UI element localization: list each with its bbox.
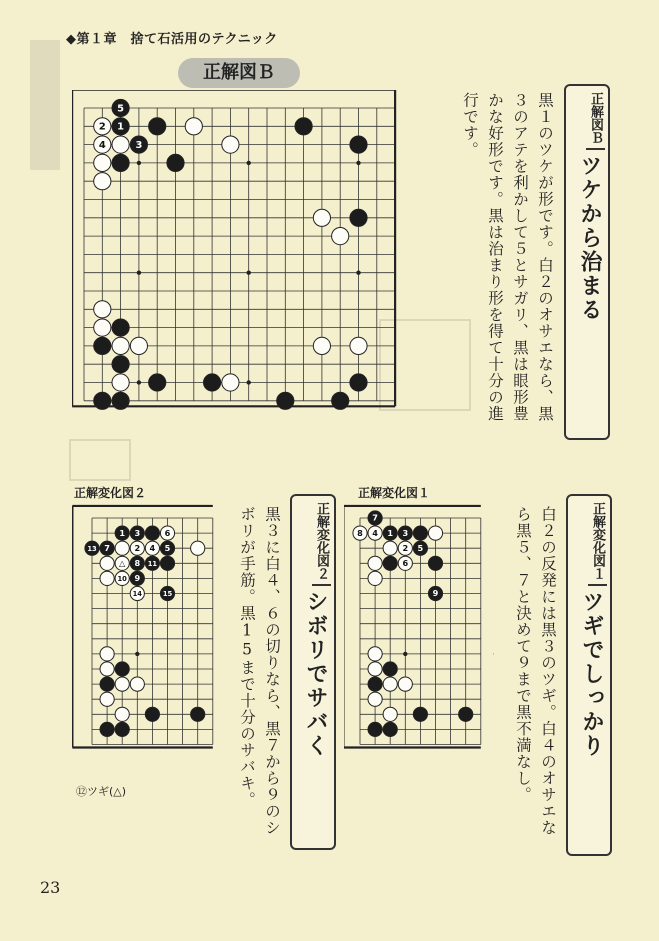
go-board-variation-1 — [344, 500, 494, 776]
white-stone — [185, 118, 202, 135]
move-number: 13 — [87, 544, 97, 553]
black-stone — [350, 136, 367, 153]
move-number: 7 — [104, 542, 110, 553]
white-stone — [100, 556, 114, 570]
move-number: 2 — [98, 121, 106, 133]
white-stone — [428, 526, 442, 540]
black-stone — [112, 319, 129, 336]
section-b-heading — [564, 84, 610, 440]
black-stone — [368, 722, 382, 736]
move-number: 4 — [149, 542, 156, 553]
white-stone — [368, 662, 382, 676]
white-stone — [100, 647, 114, 661]
move-number: 5 — [417, 542, 424, 553]
black-stone — [383, 722, 397, 736]
star-point — [356, 161, 360, 165]
variation-2-caption: 正解変化図２ — [74, 486, 147, 500]
black-stone — [191, 707, 205, 721]
star-point — [247, 161, 251, 165]
diagram-b-title: 正解図Ｂ — [178, 58, 300, 88]
section-2-text: 黒３に白４、６の切りなら、黒７から９のシボリが手筋。黒15まで十分のサバキ。 — [238, 506, 281, 836]
chapter-header: ◆第１章 捨て石活用のテクニック — [66, 32, 278, 47]
white-stone — [398, 677, 412, 691]
black-stone — [160, 556, 174, 570]
white-stone — [100, 692, 114, 706]
page-number: 23 — [40, 878, 61, 897]
white-stone — [112, 136, 129, 153]
move-number: △ — [119, 557, 126, 568]
black-stone — [203, 374, 220, 391]
section-2-label: 正解変化図２ — [312, 502, 331, 586]
white-stone — [368, 692, 382, 706]
move-number: 1 — [387, 527, 394, 538]
star-point — [137, 271, 141, 275]
star-point — [135, 652, 139, 656]
white-stone — [368, 647, 382, 661]
move-number: 8 — [134, 557, 141, 568]
move-number: 7 — [372, 512, 378, 523]
black-stone — [112, 154, 129, 171]
white-stone — [191, 541, 205, 555]
black-stone — [112, 356, 129, 373]
move-number: 9 — [134, 573, 141, 584]
move-number: 2 — [402, 542, 409, 553]
move-number: 1 — [119, 527, 126, 538]
black-stone — [383, 662, 397, 676]
white-stone — [130, 337, 147, 354]
star-point — [247, 380, 251, 384]
black-stone — [100, 722, 114, 736]
white-stone — [100, 662, 114, 676]
move-number: 3 — [135, 139, 143, 151]
star-point — [403, 652, 407, 656]
move-number: 6 — [164, 527, 171, 538]
black-stone — [350, 209, 367, 226]
white-stone — [94, 173, 111, 190]
black-stone — [94, 337, 111, 354]
star-point — [356, 271, 360, 275]
white-stone — [222, 374, 239, 391]
section-b-title: ツケから治まる — [577, 154, 602, 322]
black-stone — [332, 392, 349, 409]
white-stone — [383, 677, 397, 691]
black-stone — [145, 526, 159, 540]
section-b-label: 正解図Ｂ — [586, 92, 605, 150]
star-point — [137, 380, 141, 384]
white-stone — [313, 337, 330, 354]
white-stone — [130, 677, 144, 691]
black-stone — [145, 707, 159, 721]
move-number: 2 — [134, 542, 141, 553]
star-point — [137, 161, 141, 165]
white-stone — [368, 556, 382, 570]
white-stone — [222, 136, 239, 153]
move-number: 15 — [162, 590, 173, 599]
white-stone — [115, 707, 129, 721]
black-stone — [149, 374, 166, 391]
move-number: 8 — [357, 527, 363, 538]
move-number: 3 — [134, 527, 141, 538]
section-2-title: シボリでサバく — [303, 590, 328, 758]
white-stone — [383, 541, 397, 555]
black-stone — [368, 677, 382, 691]
black-stone — [277, 392, 294, 409]
section-1-text: 白２の反発には黒３のツギ。白４のオサエなら黒５、７と決めて９まで黒不満なし。 — [514, 506, 557, 836]
move-number: 4 — [98, 139, 106, 151]
black-stone — [115, 662, 129, 676]
black-stone — [112, 392, 129, 409]
black-stone — [413, 526, 427, 540]
white-stone — [94, 301, 111, 318]
white-stone — [112, 337, 129, 354]
white-stone — [94, 319, 111, 336]
move-number: 5 — [164, 542, 171, 553]
black-stone — [94, 392, 111, 409]
move-number: 3 — [402, 527, 409, 538]
white-stone — [368, 571, 382, 585]
black-stone — [413, 707, 427, 721]
white-stone — [112, 374, 129, 391]
move-number: 1 — [117, 121, 125, 133]
white-stone — [100, 571, 114, 585]
black-stone — [100, 677, 114, 691]
section-1-label: 正解変化図１ — [588, 502, 607, 586]
section-2-heading — [290, 494, 336, 850]
white-stone — [94, 154, 111, 171]
move-number: 6 — [402, 557, 409, 568]
white-stone — [383, 707, 397, 721]
move-number: 11 — [147, 559, 158, 568]
star-point — [247, 271, 251, 275]
move-number: 5 — [117, 103, 125, 115]
white-stone — [332, 227, 349, 244]
black-stone — [428, 556, 442, 570]
variation-1-caption: 正解変化図１ — [358, 486, 431, 500]
black-stone — [383, 556, 397, 570]
go-board-b — [72, 90, 402, 424]
black-stone — [149, 118, 166, 135]
move-number: 9 — [432, 588, 439, 599]
move-number: 10 — [117, 575, 127, 584]
white-stone — [350, 337, 367, 354]
black-stone — [459, 707, 473, 721]
section-1-heading — [566, 494, 612, 856]
black-stone — [295, 118, 312, 135]
move-number: 14 — [132, 590, 142, 599]
go-board-variation-2 — [72, 500, 222, 776]
section-1-title: ツギでしっかり — [579, 590, 604, 758]
white-stone — [115, 541, 129, 555]
black-stone — [350, 374, 367, 391]
white-stone — [313, 209, 330, 226]
move-number: 4 — [372, 527, 378, 538]
white-stone — [115, 677, 129, 691]
variation-2-note: ⑫ツギ(△) — [76, 785, 127, 798]
section-b-text: 黒１のツケが形です。白２のオサエなら、黒３のアテを利かして５とサガリ、黒は眼形豊かな好形です。黒は治まり形を得て十分の進行です。 — [461, 92, 554, 422]
black-stone — [167, 154, 184, 171]
black-stone — [115, 722, 129, 736]
